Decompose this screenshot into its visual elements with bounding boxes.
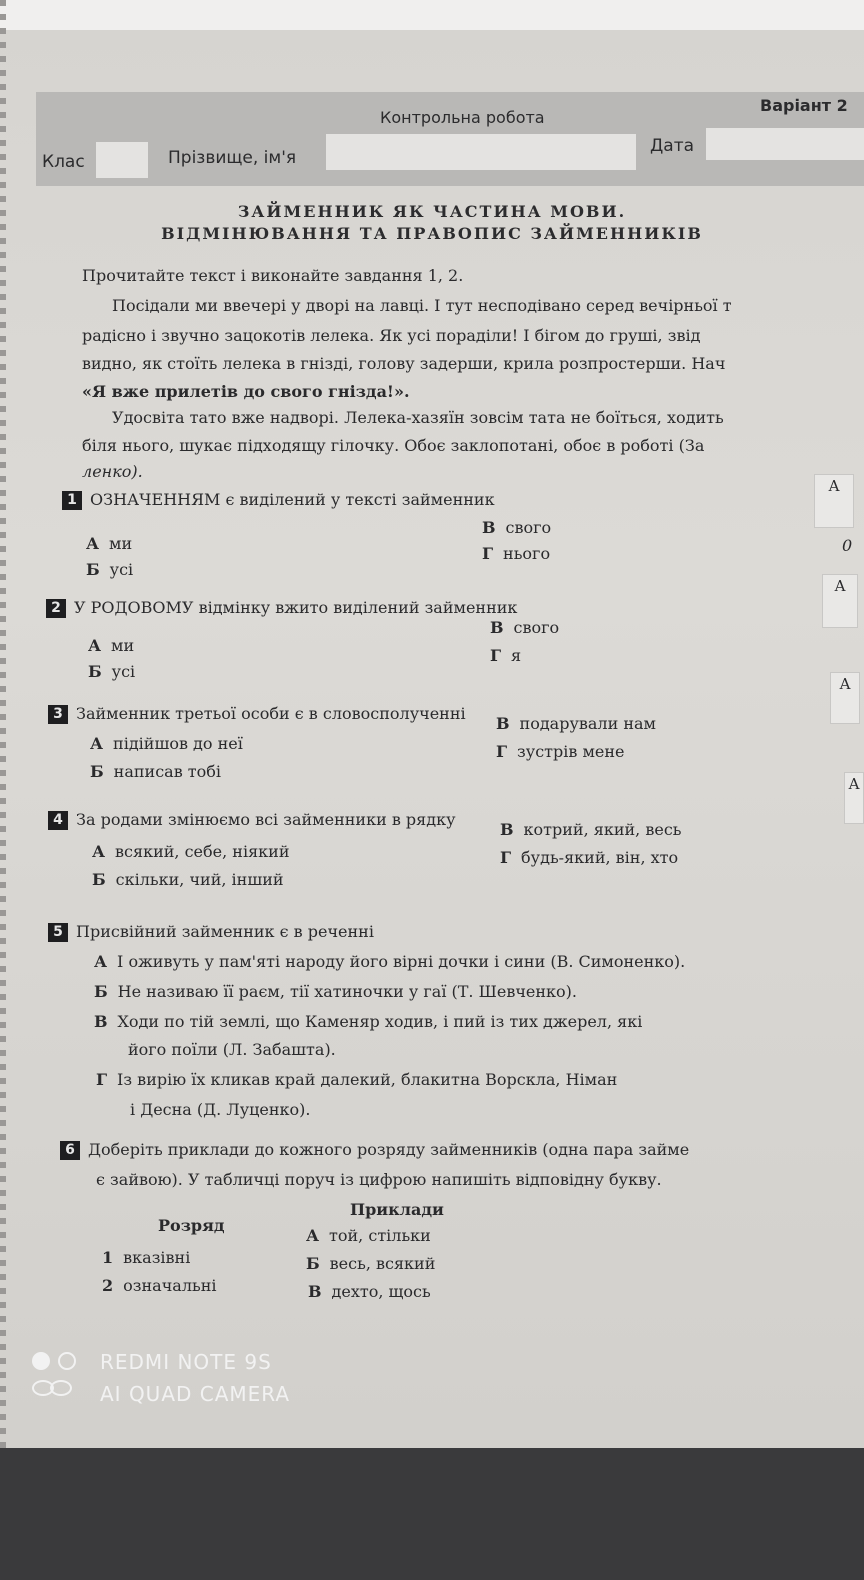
- question-number: 5: [48, 923, 68, 942]
- class-field[interactable]: [96, 142, 148, 178]
- question-number: 3: [48, 705, 68, 724]
- option-v[interactable]: В свого: [490, 618, 560, 637]
- option-v[interactable]: В Ходи по тій землі, що Каменяр ходив, і пий із тих джерел, які: [94, 1012, 643, 1031]
- category-1: 1 вказівні: [102, 1248, 191, 1267]
- option-v[interactable]: В подарували нам: [496, 714, 656, 733]
- watermark-line2: AI QUAD CAMERA: [100, 1382, 291, 1406]
- answer-box-4[interactable]: А: [844, 772, 864, 824]
- option-v[interactable]: В свого: [482, 518, 552, 537]
- option-g[interactable]: Г нього: [482, 544, 551, 563]
- category-2: 2 означальні: [102, 1276, 217, 1295]
- option-g[interactable]: Г будь-який, він, хто: [500, 848, 679, 867]
- option-g[interactable]: Г я: [490, 646, 522, 665]
- side-mark: 0: [842, 536, 853, 555]
- example-b: Б весь, всякий: [306, 1254, 436, 1273]
- question-number: 4: [48, 811, 68, 830]
- variant-label: Варіант 2: [760, 96, 848, 115]
- text-line: Удосвіта тато вже надворі. Лелека-хазяїн зовсім тата не боїться, ходить: [112, 408, 724, 427]
- question-1: [62, 490, 495, 510]
- option-v-cont: його поїли (Л. Забашта).: [128, 1040, 336, 1059]
- date-field[interactable]: [706, 128, 864, 160]
- watermark-line1: REDMI NOTE 9S: [100, 1350, 272, 1374]
- option-b[interactable]: Б Не називаю її раєм, тії хатиночки у гаї (Т. Шевченко).: [94, 982, 578, 1001]
- option-g[interactable]: Г зустрів мене: [496, 742, 625, 761]
- example-v: В дехто, щось: [308, 1282, 431, 1301]
- main-title-line1: ЗАЙМЕННИК ЯК ЧАСТИНА МОВИ.: [237, 202, 627, 221]
- answer-box-2[interactable]: А: [822, 574, 858, 628]
- option-g[interactable]: Г Із вирію їх кликав край далекий, блакитна Ворскла, Німан: [96, 1070, 618, 1089]
- option-v[interactable]: В котрий, який, весь: [500, 820, 682, 839]
- option-a[interactable]: А всякий, себе, ніякий: [92, 842, 290, 861]
- column-header-left: Розряд: [158, 1216, 225, 1235]
- option-b[interactable]: Б написав тобі: [90, 762, 222, 781]
- question-6-cont: є зайвою). У табличці поруч із цифрою напишіть відповідну букву.: [96, 1170, 662, 1189]
- text-line: ленко).: [82, 462, 143, 481]
- text-line: видно, як стоїть лелека в гнізді, голову задерши, крила розпростерши. Нач: [82, 354, 726, 373]
- class-label: Клас: [42, 152, 85, 172]
- option-g-cont: і Десна (Д. Луценко).: [130, 1100, 311, 1119]
- column-header-right: Приклади: [350, 1200, 444, 1219]
- option-b[interactable]: Б усі: [86, 560, 134, 579]
- header-title: Контрольна робота: [380, 108, 545, 127]
- question-number: 2: [46, 599, 66, 618]
- answer-box-1[interactable]: А: [814, 474, 854, 528]
- name-field[interactable]: [326, 134, 636, 170]
- question-text: За родами змінюємо всі займенники в рядку: [76, 810, 456, 829]
- question-text: ОЗНАЧЕННЯМ є виділений у тексті займенник: [90, 490, 495, 509]
- option-a[interactable]: А підійшов до неї: [90, 734, 243, 753]
- top-strip: [0, 0, 864, 30]
- question-number: 1: [62, 491, 82, 510]
- question-5: [48, 922, 374, 942]
- option-b[interactable]: Б усі: [88, 662, 136, 681]
- name-label: Прізвище, ім'я: [168, 148, 297, 168]
- question-text: Присвійний займенник є в реченні: [76, 922, 374, 941]
- question-text: Доберіть приклади до кожного розряду займенників (одна пара займе: [88, 1140, 690, 1159]
- question-3: [48, 704, 466, 724]
- answer-box-3[interactable]: А: [830, 672, 860, 724]
- main-title-line2: ВІДМІНЮВАННЯ ТА ПРАВОПИС ЗАЙМЕННИКІВ: [161, 224, 703, 243]
- text-line: «Я вже прилетів до свого гнізда!».: [82, 382, 410, 401]
- question-6: [60, 1140, 689, 1160]
- question-2: [46, 598, 517, 618]
- option-a[interactable]: А ми: [86, 534, 133, 553]
- question-number: 6: [60, 1141, 80, 1160]
- question-text: У РОДОВОМУ відмінку вжито виділений займенник: [74, 598, 518, 617]
- question-text: Займенник третьої особи є в словосполученні: [76, 704, 466, 723]
- text-line: біля нього, шукає підходящу гілочку. Обоє заклопотані, обоє в роботі (За: [82, 436, 705, 455]
- text-line: Посідали ми ввечері у дворі на лавці. І тут несподівано серед вечірньої т: [112, 296, 732, 315]
- option-a[interactable]: А І оживуть у пам'яті народу його вірні дочки і сини (В. Симоненко).: [94, 952, 686, 971]
- example-a: А той, стільки: [306, 1226, 431, 1245]
- instruction: Прочитайте текст і виконайте завдання 1, 2.: [82, 266, 464, 285]
- text-line: радісно і звучно зацокотів лелека. Як усі пораділи! І бігом до груші, звід: [82, 326, 701, 345]
- question-4: [48, 810, 456, 830]
- date-label: Дата: [650, 136, 695, 156]
- option-b[interactable]: Б скільки, чий, інший: [92, 870, 284, 889]
- option-a[interactable]: А ми: [88, 636, 135, 655]
